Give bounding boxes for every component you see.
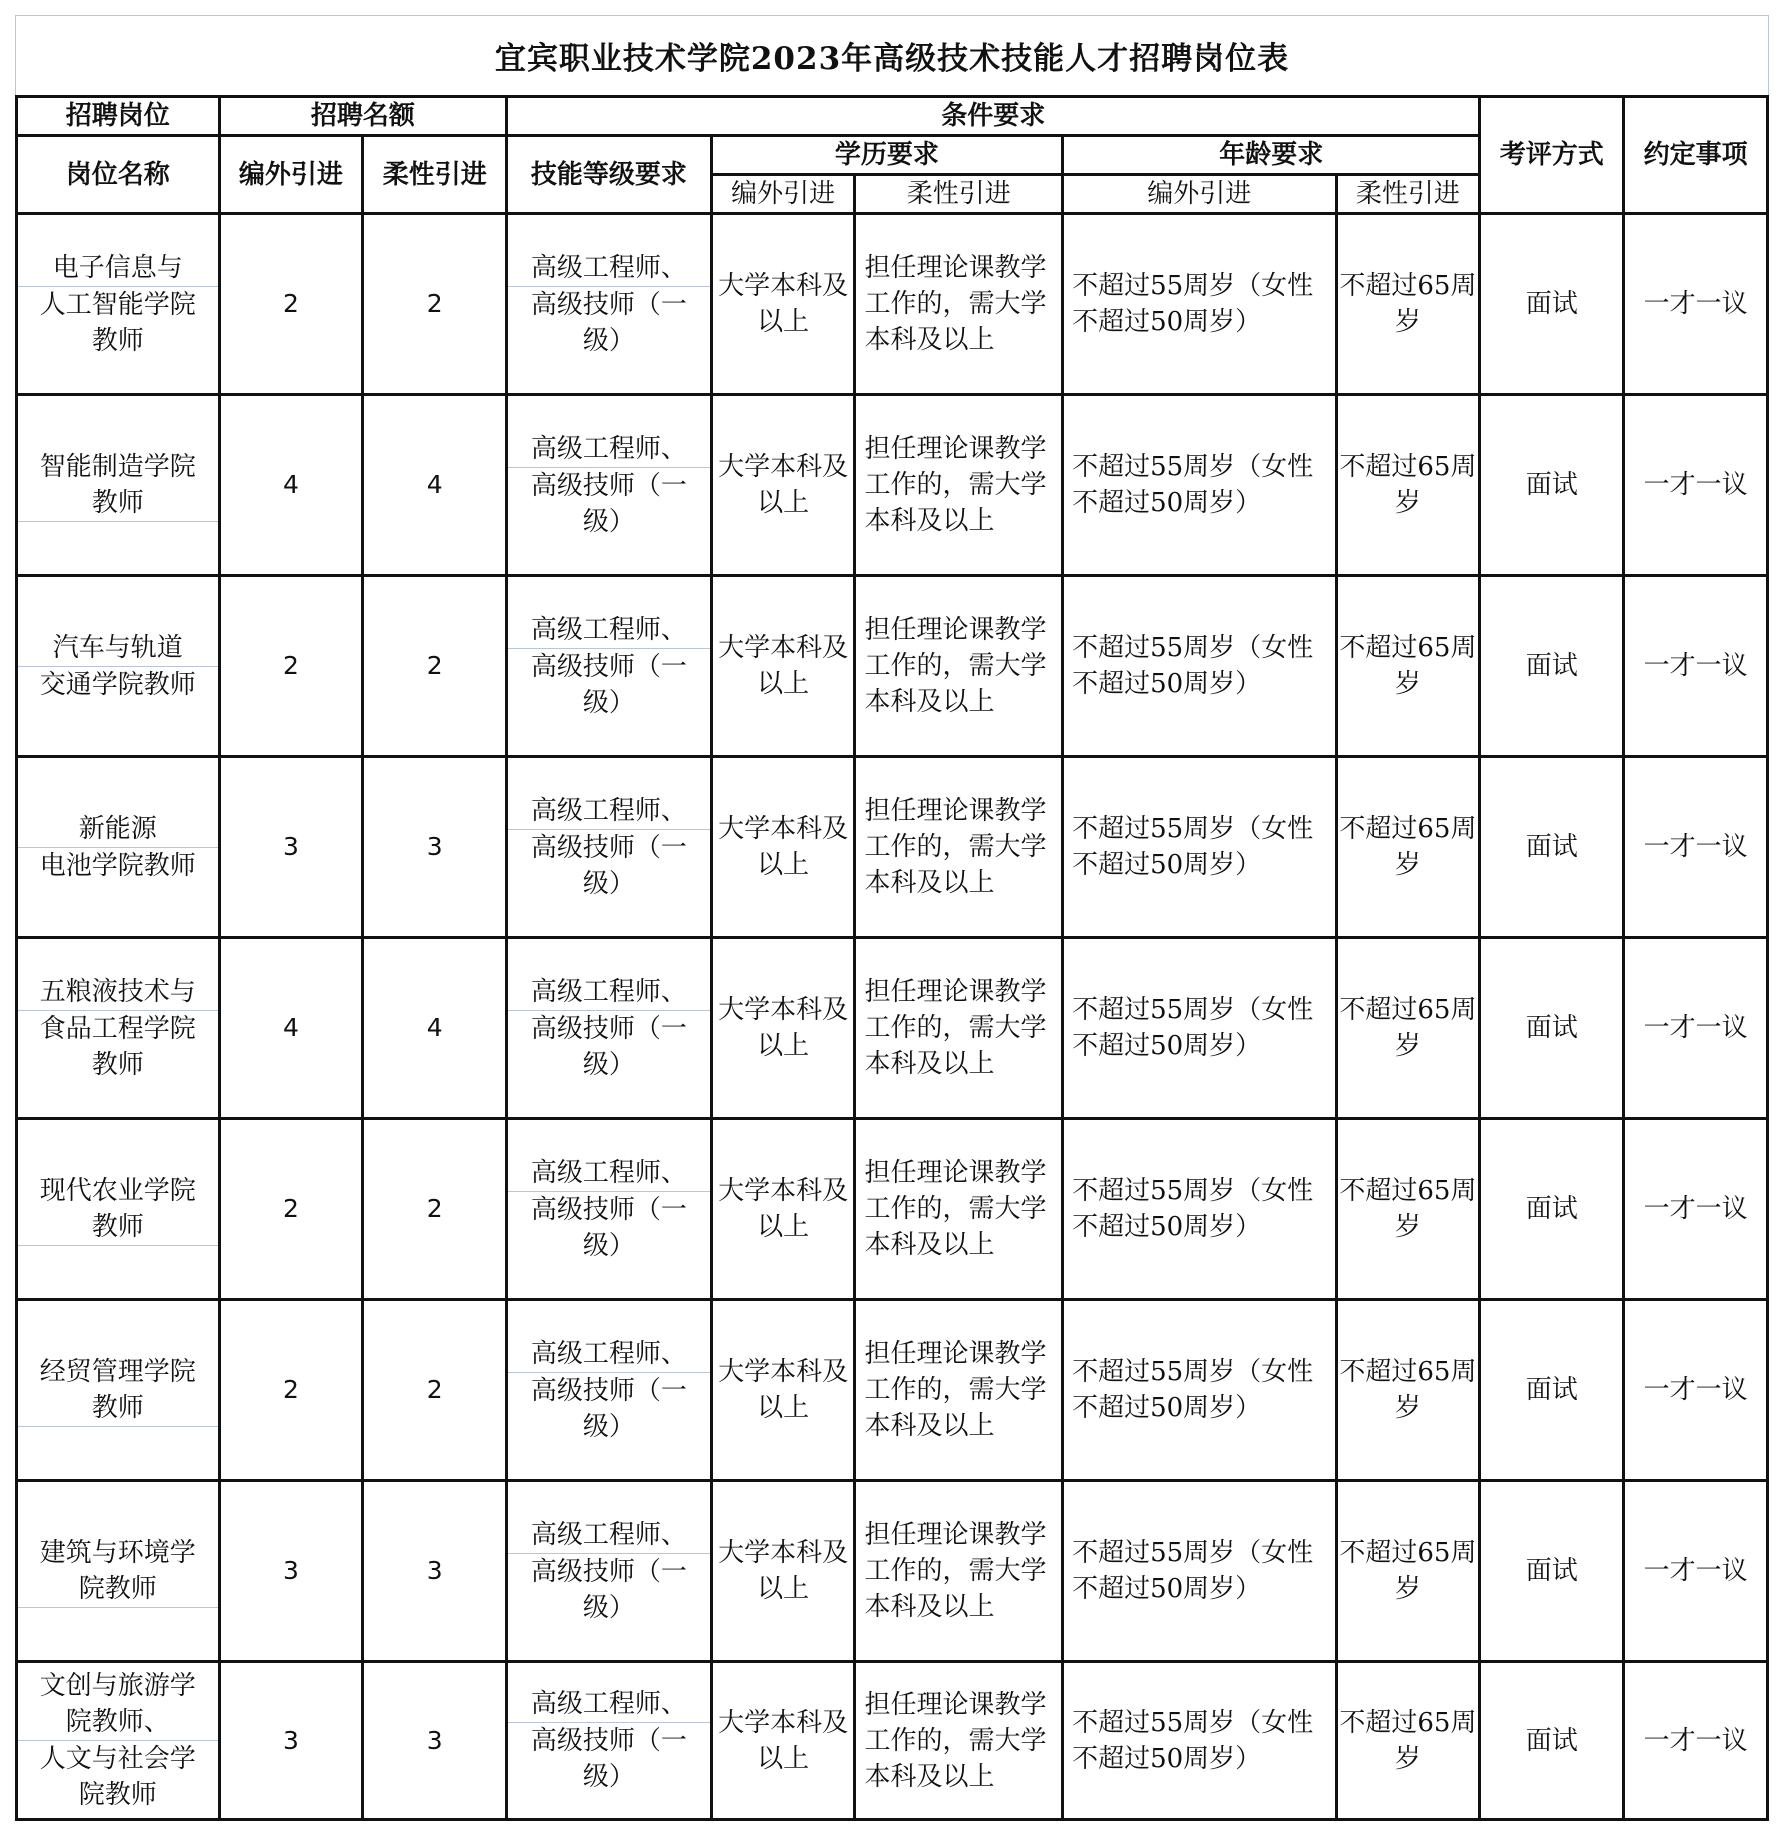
quota-in-cell: 3 xyxy=(219,757,363,938)
agreement-cell: 一才一议 xyxy=(1624,1481,1768,1662)
header-post-group: 招聘岗位 xyxy=(17,97,220,136)
age-flex-cell: 不超过65周岁 xyxy=(1336,576,1480,757)
agreement-cell: 一才一议 xyxy=(1624,214,1768,395)
table-row xyxy=(17,938,1768,1119)
skill-level-line-1: 高级工程师、 xyxy=(508,974,710,1011)
skill-level-line-1: 高级工程师、 xyxy=(508,431,710,468)
skill-level-cell xyxy=(507,1300,712,1481)
age-flex-cell: 不超过65周岁 xyxy=(1336,1481,1480,1662)
quota-flex-cell: 3 xyxy=(363,1662,507,1820)
quota-in-cell: 2 xyxy=(219,1119,363,1300)
quota-in-cell: 4 xyxy=(219,395,363,576)
evaluation-cell: 面试 xyxy=(1480,395,1624,576)
table-row xyxy=(17,1119,1768,1300)
age-flex-cell: 不超过65周岁 xyxy=(1336,1662,1480,1820)
post-name-cell xyxy=(17,1662,220,1820)
quota-in-cell: 2 xyxy=(219,1300,363,1481)
agreement-cell: 一才一议 xyxy=(1624,395,1768,576)
evaluation-cell: 面试 xyxy=(1480,938,1624,1119)
edu-in-cell: 大学本科及以上 xyxy=(711,1119,855,1300)
post-name-line-1: 现代农业学院教师 xyxy=(18,1173,218,1246)
post-name-line-2: 食品工程学院教师 xyxy=(39,1013,196,1080)
skill-level-line-1: 高级工程师、 xyxy=(508,1155,710,1192)
age-in-cell: 不超过55周岁（女性不超过50周岁） xyxy=(1063,395,1336,576)
recruitment-sheet xyxy=(15,15,1769,1823)
post-name-line-1: 智能制造学院教师 xyxy=(18,449,218,522)
age-flex-cell: 不超过65周岁 xyxy=(1336,1119,1480,1300)
header-evaluation: 考评方式 xyxy=(1480,97,1624,214)
skill-level-line-2: 高级技师（一级） xyxy=(530,289,687,356)
edu-in-cell: 大学本科及以上 xyxy=(711,1300,855,1481)
agreement-cell: 一才一议 xyxy=(1624,938,1768,1119)
table-body xyxy=(17,97,1768,1820)
page-title: 宜宾职业技术学院2023年高级技术技能人才招聘岗位表 xyxy=(494,40,1290,77)
edu-flex-cell: 担任理论课教学工作的，需大学本科及以上 xyxy=(855,214,1063,395)
header-age-flex: 柔性引进 xyxy=(1336,175,1480,214)
recruitment-table xyxy=(15,95,1769,1821)
edu-in-cell: 大学本科及以上 xyxy=(711,395,855,576)
evaluation-cell: 面试 xyxy=(1480,576,1624,757)
edu-in-cell: 大学本科及以上 xyxy=(711,757,855,938)
edu-in-cell: 大学本科及以上 xyxy=(711,938,855,1119)
agreement-cell: 一才一议 xyxy=(1624,1662,1768,1820)
post-name-cell xyxy=(17,576,220,757)
age-flex-cell: 不超过65周岁 xyxy=(1336,1300,1480,1481)
quota-flex-cell: 2 xyxy=(363,214,507,395)
edu-flex-cell: 担任理论课教学工作的，需大学本科及以上 xyxy=(855,1662,1063,1820)
quota-flex-cell: 3 xyxy=(363,757,507,938)
post-name-cell xyxy=(17,757,220,938)
age-flex-cell: 不超过65周岁 xyxy=(1336,757,1480,938)
post-name-cell xyxy=(17,1481,220,1662)
header-conditions-group: 条件要求 xyxy=(507,97,1480,136)
age-in-cell: 不超过55周岁（女性不超过50周岁） xyxy=(1063,214,1336,395)
edu-flex-cell: 担任理论课教学工作的，需大学本科及以上 xyxy=(855,757,1063,938)
age-in-cell: 不超过55周岁（女性不超过50周岁） xyxy=(1063,757,1336,938)
edu-flex-cell: 担任理论课教学工作的，需大学本科及以上 xyxy=(855,1300,1063,1481)
table-row xyxy=(17,395,1768,576)
post-name-line-1: 电子信息与 xyxy=(18,250,218,287)
header-quota-in: 编外引进 xyxy=(219,136,363,214)
quota-flex-cell: 4 xyxy=(363,395,507,576)
post-name-line-2: 交通学院教师 xyxy=(39,669,196,700)
post-name-line-1: 汽车与轨道 xyxy=(18,630,218,667)
header-quota-group: 招聘名额 xyxy=(219,97,507,136)
evaluation-cell: 面试 xyxy=(1480,1119,1624,1300)
edu-flex-cell: 担任理论课教学工作的，需大学本科及以上 xyxy=(855,576,1063,757)
post-name-cell xyxy=(17,1300,220,1481)
header-edu-flex: 柔性引进 xyxy=(855,175,1063,214)
skill-level-line-1: 高级工程师、 xyxy=(508,1686,710,1723)
age-in-cell: 不超过55周岁（女性不超过50周岁） xyxy=(1063,576,1336,757)
skill-level-line-2: 高级技师（一级） xyxy=(530,1013,687,1080)
post-name-line-2: 电池学院教师 xyxy=(39,850,196,881)
quota-in-cell: 3 xyxy=(219,1481,363,1662)
skill-level-cell xyxy=(507,1662,712,1820)
skill-level-cell xyxy=(507,395,712,576)
edu-flex-cell: 担任理论课教学工作的，需大学本科及以上 xyxy=(855,1481,1063,1662)
quota-in-cell: 2 xyxy=(219,214,363,395)
skill-level-cell xyxy=(507,757,712,938)
edu-flex-cell: 担任理论课教学工作的，需大学本科及以上 xyxy=(855,938,1063,1119)
skill-level-line-2: 高级技师（一级） xyxy=(530,832,687,899)
post-name-line-1: 新能源 xyxy=(18,811,218,848)
skill-level-line-2: 高级技师（一级） xyxy=(530,470,687,537)
evaluation-cell: 面试 xyxy=(1480,214,1624,395)
quota-flex-cell: 2 xyxy=(363,576,507,757)
skill-level-line-2: 高级技师（一级） xyxy=(530,651,687,718)
quota-in-cell: 3 xyxy=(219,1662,363,1820)
table-row xyxy=(17,214,1768,395)
age-flex-cell: 不超过65周岁 xyxy=(1336,395,1480,576)
agreement-cell: 一才一议 xyxy=(1624,1300,1768,1481)
skill-level-line-2: 高级技师（一级） xyxy=(530,1556,687,1623)
quota-in-cell: 2 xyxy=(219,576,363,757)
skill-level-line-1: 高级工程师、 xyxy=(508,793,710,830)
skill-level-line-1: 高级工程师、 xyxy=(508,1336,710,1373)
skill-level-cell xyxy=(507,576,712,757)
quota-in-cell: 4 xyxy=(219,938,363,1119)
edu-in-cell: 大学本科及以上 xyxy=(711,1662,855,1820)
edu-flex-cell: 担任理论课教学工作的，需大学本科及以上 xyxy=(855,395,1063,576)
quota-flex-cell: 3 xyxy=(363,1481,507,1662)
header-post-name: 岗位名称 xyxy=(17,136,220,214)
quota-flex-cell: 4 xyxy=(363,938,507,1119)
age-in-cell: 不超过55周岁（女性不超过50周岁） xyxy=(1063,1662,1336,1820)
header-age-group: 年龄要求 xyxy=(1063,136,1480,175)
header-row-1 xyxy=(17,97,1768,136)
edu-flex-cell: 担任理论课教学工作的，需大学本科及以上 xyxy=(855,1119,1063,1300)
post-name-line-2: 人工智能学院教师 xyxy=(39,289,196,356)
age-flex-cell: 不超过65周岁 xyxy=(1336,214,1480,395)
header-quota-flex: 柔性引进 xyxy=(363,136,507,214)
evaluation-cell: 面试 xyxy=(1480,1300,1624,1481)
age-in-cell: 不超过55周岁（女性不超过50周岁） xyxy=(1063,1481,1336,1662)
post-name-line-1: 经贸管理学院教师 xyxy=(18,1354,218,1427)
post-name-line-1: 文创与旅游学院教师、 xyxy=(18,1668,218,1741)
edu-in-cell: 大学本科及以上 xyxy=(711,576,855,757)
header-edu-group: 学历要求 xyxy=(711,136,1062,175)
edu-in-cell: 大学本科及以上 xyxy=(711,1481,855,1662)
edu-in-cell: 大学本科及以上 xyxy=(711,214,855,395)
table-row xyxy=(17,576,1768,757)
agreement-cell: 一才一议 xyxy=(1624,1119,1768,1300)
header-age-in: 编外引进 xyxy=(1063,175,1336,214)
table-row xyxy=(17,1481,1768,1662)
post-name-cell xyxy=(17,1119,220,1300)
evaluation-cell: 面试 xyxy=(1480,1481,1624,1662)
skill-level-cell xyxy=(507,938,712,1119)
age-flex-cell: 不超过65周岁 xyxy=(1336,938,1480,1119)
header-skill-level: 技能等级要求 xyxy=(507,136,712,214)
post-name-line-1: 建筑与环境学院教师 xyxy=(18,1535,218,1608)
post-name-line-1: 五粮液技术与 xyxy=(18,974,218,1011)
post-name-cell xyxy=(17,395,220,576)
evaluation-cell: 面试 xyxy=(1480,1662,1624,1820)
header-edu-in: 编外引进 xyxy=(711,175,855,214)
skill-level-line-1: 高级工程师、 xyxy=(508,1517,710,1554)
header-agreement: 约定事项 xyxy=(1624,97,1768,214)
post-name-cell xyxy=(17,938,220,1119)
quota-flex-cell: 2 xyxy=(363,1300,507,1481)
age-in-cell: 不超过55周岁（女性不超过50周岁） xyxy=(1063,1300,1336,1481)
table-row xyxy=(17,1662,1768,1820)
skill-level-line-1: 高级工程师、 xyxy=(508,250,710,287)
skill-level-cell xyxy=(507,1481,712,1662)
skill-level-line-2: 高级技师（一级） xyxy=(530,1194,687,1261)
age-in-cell: 不超过55周岁（女性不超过50周岁） xyxy=(1063,938,1336,1119)
quota-flex-cell: 2 xyxy=(363,1119,507,1300)
skill-level-cell xyxy=(507,1119,712,1300)
age-in-cell: 不超过55周岁（女性不超过50周岁） xyxy=(1063,1119,1336,1300)
post-name-cell xyxy=(17,214,220,395)
evaluation-cell: 面试 xyxy=(1480,757,1624,938)
post-name-line-2: 人文与社会学院教师 xyxy=(39,1744,196,1810)
skill-level-cell xyxy=(507,214,712,395)
skill-level-line-1: 高级工程师、 xyxy=(508,612,710,649)
table-row xyxy=(17,757,1768,938)
agreement-cell: 一才一议 xyxy=(1624,576,1768,757)
skill-level-line-2: 高级技师（一级） xyxy=(530,1375,687,1442)
agreement-cell: 一才一议 xyxy=(1624,757,1768,938)
table-row xyxy=(17,1300,1768,1481)
skill-level-line-2: 高级技师（一级） xyxy=(530,1726,687,1792)
